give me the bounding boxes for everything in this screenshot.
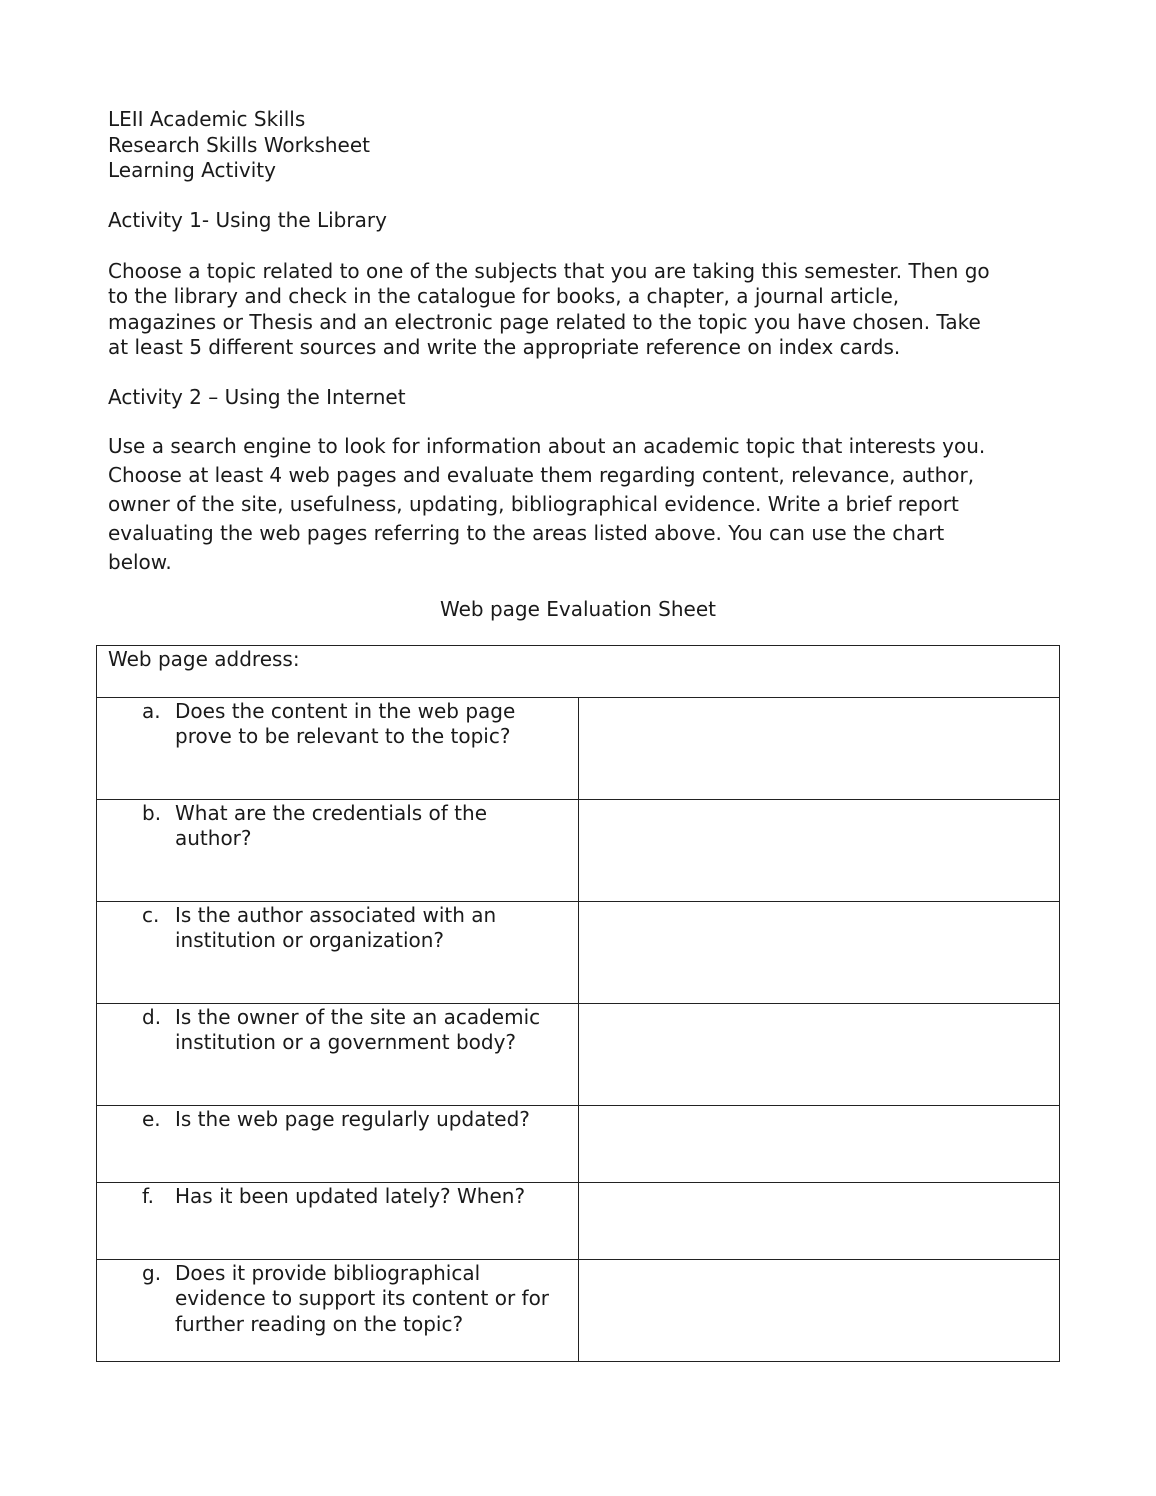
activity1-heading: Activity 1- Using the Library — [108, 208, 387, 232]
evaluation-table — [96, 645, 1060, 1362]
question-row — [97, 800, 1060, 902]
question-text: Has it been updated lately? When? — [175, 1184, 526, 1208]
question-row — [97, 698, 1060, 800]
question-row — [97, 902, 1060, 1004]
answer-cell[interactable] — [578, 902, 1060, 1004]
answer-cell[interactable] — [578, 698, 1060, 800]
answer-cell[interactable] — [578, 800, 1060, 902]
question-cell — [97, 1183, 579, 1260]
question-cell — [97, 800, 579, 902]
activity2-instructions: Use a search engine to look for information about an academic topic that interests you. Choose at least 4 web pages and evaluate them regarding content, relevance, author, owner of the site, usefulness, updating, bibliographical evidence. Write a brief report evaluating the web pages referring to the areas listed above. You can use the chart below. — [108, 434, 986, 574]
evaluation-sheet-title: Web page Evaluation Sheet — [440, 597, 716, 621]
question-cell — [97, 1004, 579, 1106]
worksheet-subtitle: Learning Activity — [108, 158, 276, 182]
answer-cell[interactable] — [578, 1183, 1060, 1260]
question-text: Is the owner of the site an academic institution or a government body? — [175, 1005, 541, 1055]
answer-cell[interactable] — [578, 1106, 1060, 1183]
question-row — [97, 1004, 1060, 1106]
worksheet-title: Research Skills Worksheet — [108, 133, 371, 157]
question-letter: f. — [142, 1184, 154, 1208]
question-letter: d. — [142, 1005, 162, 1029]
question-letter: e. — [142, 1107, 161, 1131]
question-cell — [97, 1106, 579, 1183]
question-text: Does the content in the web page prove to be relevant to the topic? — [175, 699, 516, 749]
question-text: Is the author associated with an institution or organization? — [175, 903, 497, 953]
course-title: LEII Academic Skills — [108, 107, 306, 131]
answer-cell[interactable] — [578, 1004, 1060, 1106]
question-row — [97, 1183, 1060, 1260]
question-cell — [97, 698, 579, 800]
address-row — [97, 646, 1060, 698]
activity2-heading: Activity 2 – Using the Internet — [108, 385, 406, 409]
question-text: Is the web page regularly updated? — [175, 1107, 530, 1131]
question-row — [97, 1106, 1060, 1183]
question-letter: g. — [142, 1261, 162, 1285]
activity1-instructions: Choose a topic related to one of the subjects that you are taking this semester. Then go to the library and check in the catalogue for books, a chapter, a journal article, magazines or Thesis and an electronic page related to the topic you have chosen. Take at least 5 different sources and write the appropriate reference on index cards. — [108, 259, 990, 359]
question-cell — [97, 902, 579, 1004]
question-text: What are the credentials of the author? — [175, 801, 487, 851]
question-letter: a. — [142, 699, 161, 723]
answer-cell[interactable] — [578, 1260, 1060, 1362]
question-letter: c. — [142, 903, 160, 927]
question-letter: b. — [142, 801, 162, 825]
question-text: Does it provide bibliographical evidence to support its content or for further reading on the topic? — [175, 1261, 550, 1336]
web-page-address-field[interactable]: Web page address: — [97, 646, 1060, 698]
question-cell — [97, 1260, 579, 1362]
question-row — [97, 1260, 1060, 1362]
